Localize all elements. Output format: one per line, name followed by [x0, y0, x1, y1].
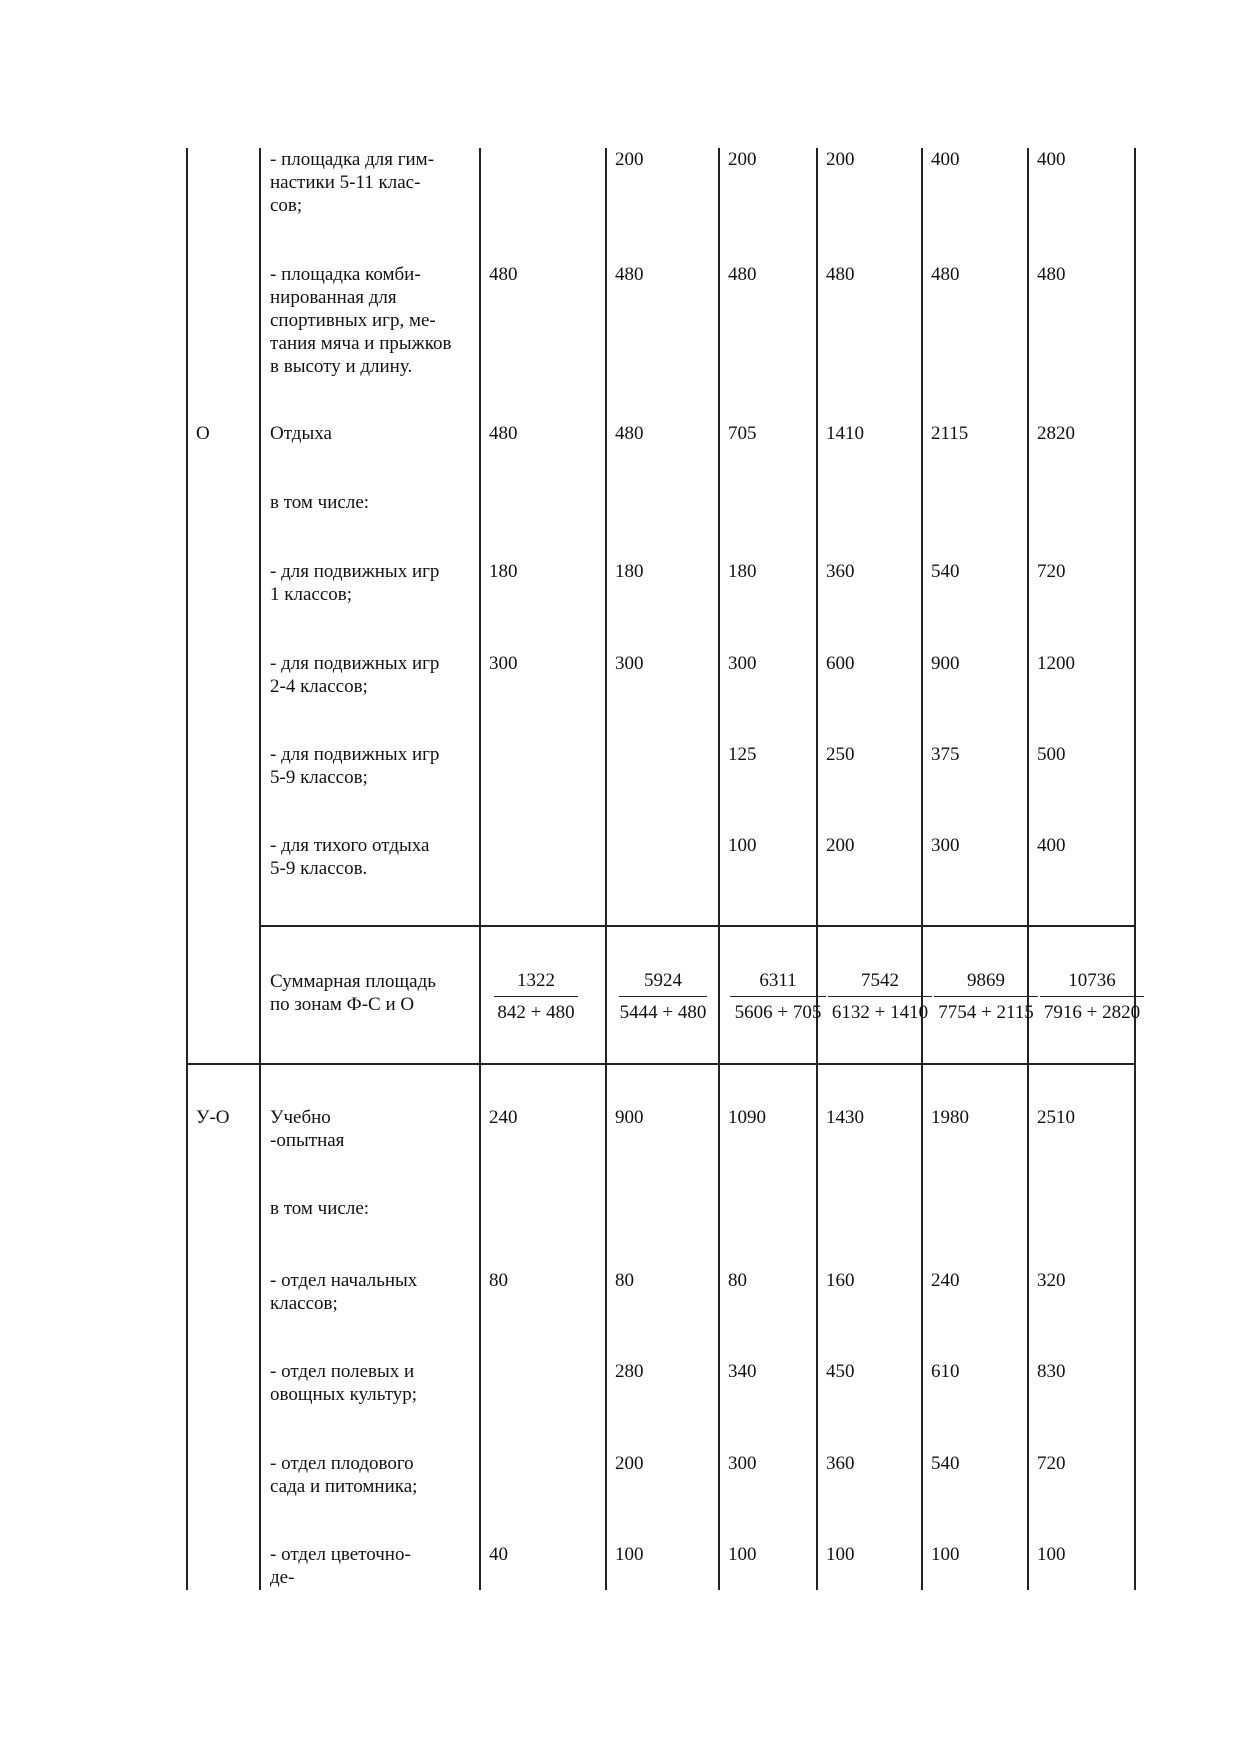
- cell-value: 2820: [1037, 423, 1075, 444]
- cell-value: 480: [489, 423, 518, 444]
- cell-value: 900: [931, 653, 960, 674]
- cell-value: 180: [728, 561, 757, 582]
- fraction-numerator: 1322: [517, 970, 555, 991]
- table-column-border: [1027, 148, 1029, 1590]
- row-label: в том числе:: [270, 1198, 370, 1219]
- fraction-denominator: 5444 + 480: [619, 1002, 707, 1023]
- fraction-numerator: 10736: [1068, 970, 1116, 991]
- cell-value: 610: [931, 1361, 960, 1382]
- table-column-border: [605, 148, 607, 1590]
- row-label: - для подвижных игр 5-9 классов;: [270, 744, 440, 788]
- cell-value: 200: [826, 835, 855, 856]
- cell-value: 300: [728, 653, 757, 674]
- row-label: в том числе:: [270, 492, 370, 513]
- row-label: - для подвижных игр 1 классов;: [270, 561, 440, 605]
- cell-value: 480: [931, 264, 960, 285]
- cell-value: 100: [615, 1544, 644, 1565]
- cell-value: 480: [1037, 264, 1066, 285]
- cell-value: 80: [728, 1270, 747, 1291]
- cell-value: 600: [826, 653, 855, 674]
- table-column-border: [718, 148, 720, 1590]
- cell-value: 500: [1037, 744, 1066, 765]
- fraction-bar: [1040, 996, 1144, 997]
- table-column-border: [921, 148, 923, 1590]
- cell-value: 720: [1037, 561, 1066, 582]
- table-column-border: [816, 148, 818, 1590]
- fraction-denominator: 7916 + 2820: [1043, 1002, 1141, 1023]
- table-column-border: [259, 148, 261, 1590]
- cell-value: 100: [728, 835, 757, 856]
- cell-value: 375: [931, 744, 960, 765]
- row-label: - площадка комби- нированная для спортивных игр, ме- тания мяча и прыжков в высоту и длину.: [270, 264, 452, 377]
- row-label: Отдыха: [270, 423, 332, 444]
- cell-value: 300: [931, 835, 960, 856]
- cell-value: 1430: [826, 1107, 864, 1128]
- cell-value: 400: [1037, 149, 1066, 170]
- cell-value: 320: [1037, 1270, 1066, 1291]
- summary-bottom-border: [186, 1063, 1134, 1065]
- cell-value: 480: [615, 423, 644, 444]
- cell-value: 720: [1037, 1453, 1066, 1474]
- cell-value: 100: [826, 1544, 855, 1565]
- cell-value: 125: [728, 744, 757, 765]
- fraction-denominator: 5606 + 705: [734, 1002, 822, 1023]
- cell-value: 200: [826, 149, 855, 170]
- cell-value: 480: [615, 264, 644, 285]
- fraction-denominator: 842 + 480: [497, 1002, 575, 1023]
- cell-value: 1980: [931, 1107, 969, 1128]
- cell-value: 180: [615, 561, 644, 582]
- cell-value: 100: [728, 1544, 757, 1565]
- summary-fraction: [730, 969, 826, 1024]
- cell-value: 360: [826, 1453, 855, 1474]
- cell-value: 100: [1037, 1544, 1066, 1565]
- cell-value: 450: [826, 1361, 855, 1382]
- fraction-bar: [619, 996, 707, 997]
- cell-value: 400: [1037, 835, 1066, 856]
- cell-value: 480: [489, 264, 518, 285]
- summary-fraction: [934, 969, 1038, 1024]
- row-label: - отдел полевых и овощных культур;: [270, 1361, 418, 1405]
- summary-fraction: [828, 969, 932, 1024]
- cell-value: 300: [489, 653, 518, 674]
- summary-fraction: [1040, 969, 1144, 1024]
- cell-value: 200: [728, 149, 757, 170]
- cell-value: 200: [615, 149, 644, 170]
- cell-value: 200: [615, 1453, 644, 1474]
- cell-value: 240: [489, 1107, 518, 1128]
- row-label: - для подвижных игр 2-4 классов;: [270, 653, 440, 697]
- table-column-border: [1134, 148, 1136, 1590]
- row-label: - площадка для гим- настики 5-11 клас- сов;: [270, 149, 435, 216]
- summary-fraction: [619, 969, 707, 1024]
- summary-fraction: [494, 969, 578, 1024]
- fraction-bar: [934, 996, 1038, 997]
- cell-value: 1090: [728, 1107, 766, 1128]
- cell-value: 830: [1037, 1361, 1066, 1382]
- row-label: - отдел плодового сада и питомника;: [270, 1453, 418, 1497]
- row-code: О: [196, 423, 210, 444]
- table-column-border: [186, 148, 188, 1590]
- fraction-bar: [730, 996, 826, 997]
- cell-value: 360: [826, 561, 855, 582]
- fraction-denominator: 6132 + 1410: [831, 1002, 929, 1023]
- cell-value: 480: [728, 264, 757, 285]
- cell-value: 2115: [931, 423, 969, 444]
- row-label: - отдел цветочно- де-: [270, 1544, 411, 1588]
- cell-value: 300: [728, 1453, 757, 1474]
- cell-value: 100: [931, 1544, 960, 1565]
- fraction-bar: [828, 996, 932, 997]
- cell-value: 280: [615, 1361, 644, 1382]
- cell-value: 2510: [1037, 1107, 1075, 1128]
- fraction-numerator: 5924: [644, 970, 682, 991]
- cell-value: 705: [728, 423, 757, 444]
- row-label: Учебно -опытная: [270, 1107, 345, 1151]
- cell-value: 180: [489, 561, 518, 582]
- fraction-numerator: 7542: [861, 970, 899, 991]
- cell-value: 40: [489, 1544, 508, 1565]
- cell-value: 80: [615, 1270, 634, 1291]
- fraction-bar: [494, 996, 578, 997]
- cell-value: 80: [489, 1270, 508, 1291]
- cell-value: 540: [931, 1453, 960, 1474]
- cell-value: 300: [615, 653, 644, 674]
- row-label: - для тихого отдыха 5-9 классов.: [270, 835, 430, 879]
- fraction-numerator: 6311: [759, 970, 797, 991]
- summary-top-border: [259, 925, 1134, 927]
- row-code: У-О: [196, 1107, 230, 1128]
- cell-value: 1200: [1037, 653, 1075, 674]
- cell-value: 340: [728, 1361, 757, 1382]
- cell-value: 900: [615, 1107, 644, 1128]
- cell-value: 250: [826, 744, 855, 765]
- cell-value: 400: [931, 149, 960, 170]
- fraction-numerator: 9869: [967, 970, 1005, 991]
- cell-value: 160: [826, 1270, 855, 1291]
- fraction-denominator: 7754 + 2115: [938, 1002, 1034, 1023]
- cell-value: 240: [931, 1270, 960, 1291]
- cell-value: 1410: [826, 423, 864, 444]
- cell-value: 480: [826, 264, 855, 285]
- summary-label: Суммарная площадь по зонам Ф-С и О: [270, 971, 436, 1015]
- row-label: - отдел начальных классов;: [270, 1270, 418, 1314]
- cell-value: 540: [931, 561, 960, 582]
